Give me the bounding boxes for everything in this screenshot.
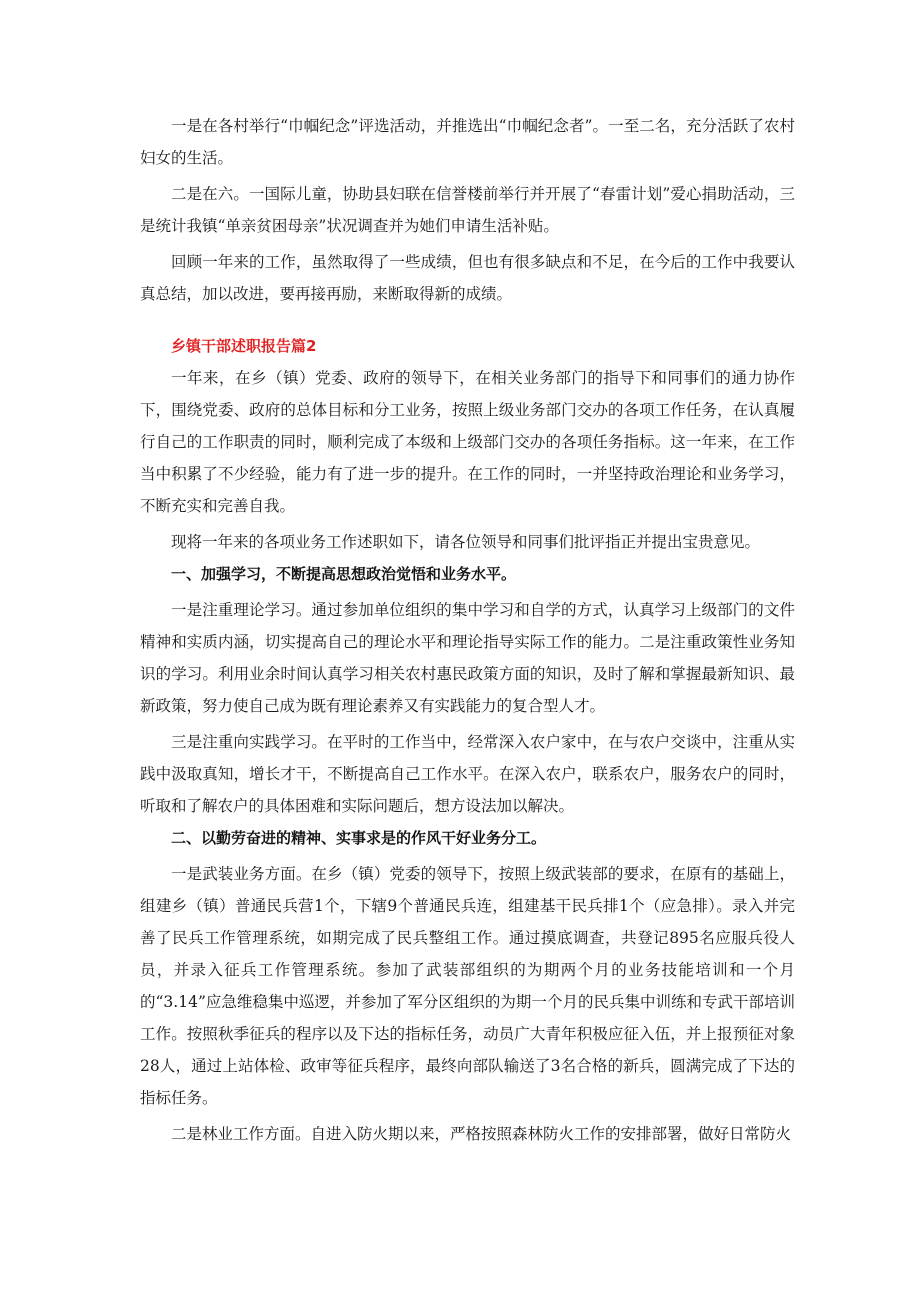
- paragraph-women-activity: 一是在各村举行“巾帼纪念”评选活动，并推选出“巾帼纪念者”。一至二名，充分活跃了农村妇女的生活。: [140, 117, 795, 167]
- paragraph-forestry: 二是林业工作方面。自进入防火期以来，严格按照森林防火工作的安排部署，做好日常防火: [171, 1125, 792, 1143]
- heading-work-division: 二、以勤劳奋进的精神、实事求是的作风干好业务分工。: [171, 829, 547, 847]
- document-body: [140, 110, 795, 1150]
- paragraph-armed-forces: 一是武装业务方面。在乡（镇）党委的领导下，按照上级武装部的要求，在原有的基础上，组建乡（镇）普通民兵营1个，下辖9个普通民兵连，组建基干民兵排1个（应急排）。录入并完善了民兵工作管理系统，如期完成了民兵整组工作。通过摸底调查，共登记895名应服兵役人员，并录入征兵工作管理系统。参加了武装部组织的为期两个月的业务技能培训和一个月的“3.14”应急维稳集中巡逻，并参加了军分区组织的为期一个月的民兵集中训练和专武干部培训工作。按照秋季征兵的程序以及下达的指标任务，动员广大青年积极应征入伍，并上报预征对象28人，通过上站体检、政审等征兵程序，最终向部队输送了3名合格的新兵，圆满完成了下达的指标任务。: [140, 865, 795, 1107]
- section-title: 乡镇干部述职报告篇2: [171, 337, 317, 355]
- paragraph-report-statement: 现将一年来的各项业务工作述职如下，请各位领导和同事们批评指正并提出宝贵意见。: [171, 533, 761, 551]
- paragraph-intro: 一年来，在乡（镇）党委、政府的领导下，在相关业务部门的指导下和同事们的通力协作下，围绕党委、政府的总体目标和分工业务，按照上级业务部门交办的各项工作任务，在认真履行自己的工作职责的同时，顺利完成了本级和上级部门交办的各项任务指标。这一年来，在工作当中积累了不少经验，能力有了进一步的提升。在工作的同时，一并坚持政治理论和业务学习，不断充实和完善自我。: [140, 369, 795, 515]
- paragraph-childrens-day: 二是在六。一国际儿童，协助县妇联在信誉楼前举行并开展了“春雷计划”爱心捐助活动，三是统计我镇“单亲贫困母亲”状况调查并为她们申请生活补贴。: [140, 185, 795, 235]
- paragraph-theory-study: 一是注重理论学习。通过参加单位组织的集中学习和自学的方式，认真学习上级部门的文件精神和实质内涵，切实提高自己的理论水平和理论指导实际工作的能力。二是注重政策性业务知识的学习。利用业余时间认真学习相关农村惠民政策方面的知识，及时了解和掌握最新知识、最新政策，努力使自己成为既有理论素养又有实践能力的复合型人才。: [140, 601, 795, 715]
- paragraph-review: 回顾一年来的工作，虽然取得了一些成绩，但也有很多缺点和不足，在今后的工作中我要认真总结，加以改进，要再接再励，来断取得新的成绩。: [140, 253, 795, 303]
- paragraph-practice-study: 三是注重向实践学习。在平时的工作当中，经常深入农户家中，在与农户交谈中，注重从实践中汲取真知，增长才干，不断提高自己工作水平。在深入农户，联系农户，服务农户的同时，听取和了解农户的具体困难和实际问题后，想方设法加以解决。: [140, 733, 795, 815]
- heading-study: 一、加强学习，不断提高思想政治觉悟和业务水平。: [171, 565, 517, 583]
